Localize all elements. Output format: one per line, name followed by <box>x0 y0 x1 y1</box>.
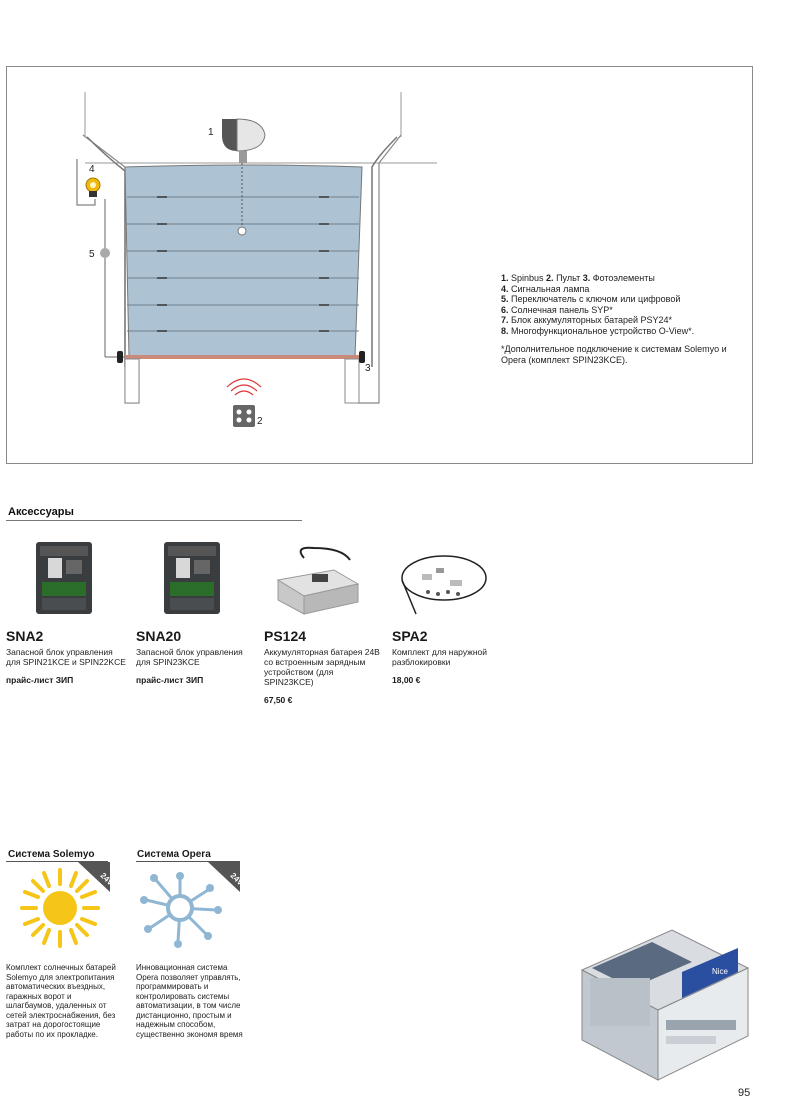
installation-diagram <box>6 66 753 464</box>
battery-image <box>264 540 364 620</box>
solemyo-title: Система Solemyo <box>8 849 95 860</box>
legend-text-2: Пульт <box>553 273 583 283</box>
product-code: SNA20 <box>136 628 182 644</box>
accessories-title: Аксессуары <box>8 506 74 518</box>
release-kit-image <box>392 540 492 620</box>
legend-num-8: 8. <box>501 325 509 336</box>
legend-line-1 <box>501 273 741 284</box>
legend-text-6: Солнечная панель SYP* <box>508 304 613 315</box>
legend-text-5: Переключатель с ключом или цифровой <box>508 294 681 304</box>
sun-icon <box>6 862 116 952</box>
callout-2: 2 <box>257 416 263 427</box>
opera-text: Инновационная система Opera позволяет управлять, программировать и контролировать системы автоматизации, в том числе дистанционно, простым и надежным способом, существенно экономя время <box>136 963 243 1039</box>
legend-num-2: 2. <box>546 273 554 283</box>
legend-text-3: Фотоэлементы <box>590 273 655 283</box>
product-price: 67,50 € <box>264 695 293 705</box>
control-unit-image <box>136 540 236 620</box>
legend-text-7: Блок аккумуляторных батарей PSY24* <box>508 315 673 325</box>
page-number: 95 <box>738 1087 751 1099</box>
product-card-sna2 <box>6 540 126 685</box>
callout-4: 4 <box>89 164 95 175</box>
product-desc: Запасной блок управления для SPIN23KCE <box>136 647 243 667</box>
legend-line-8 <box>501 326 741 337</box>
legend-line-4 <box>501 284 741 295</box>
diagram-legend <box>501 273 741 365</box>
legend-text-8: Многофункциональное устройство O-View*. <box>508 325 695 336</box>
callout-5: 5 <box>89 249 95 260</box>
opera-network-icon <box>136 862 246 952</box>
control-unit-image <box>6 540 106 620</box>
legend-line-6 <box>501 305 741 316</box>
garage-door-diagram <box>7 67 752 463</box>
box-brand-label: Nice <box>712 967 729 976</box>
legend-num-6: 6. <box>501 304 509 315</box>
product-price: прайс-лист ЗИП <box>6 675 74 685</box>
product-desc: Запасной блок управления для SPIN21KCE и SPIN22KCE <box>6 647 126 667</box>
opera-badge: 24V <box>228 871 246 888</box>
product-code: SPA2 <box>392 628 428 644</box>
legend-num-5: 5. <box>501 294 509 304</box>
product-card-ps124 <box>264 540 384 705</box>
accessories-rule <box>6 520 302 521</box>
product-code: PS124 <box>264 628 307 644</box>
legend-num-7: 7. <box>501 315 509 325</box>
product-desc: Аккумуляторная батарея 24В со встроенным зарядным устройством (для SPIN23KCE) <box>264 647 380 687</box>
solemyo-badge: 24V <box>98 871 116 888</box>
product-price: 18,00 € <box>392 675 421 685</box>
product-desc: Комплект для наружной разблокировки <box>392 647 488 667</box>
opera-title: Система Opera <box>137 849 211 860</box>
legend-note: *Дополнительное подключение к системам Solemyo и Opera (комплект SPIN23KCE). <box>501 344 727 365</box>
legend-text-4: Сигнальная лампа <box>508 283 590 294</box>
legend-num-4: 4. <box>501 283 509 294</box>
legend-num-1: 1. <box>501 273 509 283</box>
product-code: SNA2 <box>6 628 44 644</box>
legend-line-7 <box>501 315 741 326</box>
legend-text-1: Spinbus <box>508 273 547 283</box>
legend-num-3: 3. <box>582 273 591 283</box>
callout-1: 1 <box>208 127 214 138</box>
legend-line-5 <box>501 294 741 305</box>
product-price: прайс-лист ЗИП <box>136 675 204 685</box>
callout-3: 3 <box>365 363 371 374</box>
product-card-sna20 <box>136 540 256 685</box>
solemyo-text: Комплект солнечных батарей Solemyo для электропитания автоматических въездных, гаражных ворот и шлагбаумов, удаленных от сетей электроснабжения, без затрат на дорогостоящие работы по их прокладке. <box>6 963 116 1039</box>
product-box-image <box>562 912 758 1090</box>
product-card-spa2 <box>392 540 512 685</box>
